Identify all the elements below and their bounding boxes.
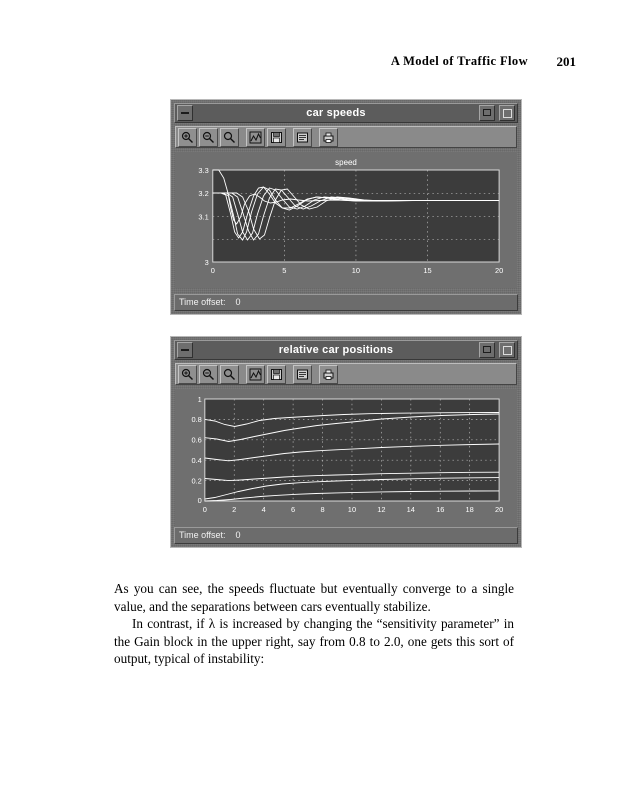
paragraph-2: In contrast, if λ is increased by changing the “sensitivity parameter” in the Gain block in the upper right, say from 0.8 to 2.0, one gets this sort of output, typical of instability: [114,616,514,666]
minimize-button[interactable] [177,342,193,358]
x-tick-label: 10 [347,504,357,515]
y-tick-label: 3.2 [198,188,209,199]
y-tick-label: 0.4 [191,455,202,466]
maximize-button[interactable] [499,105,515,121]
maximize-button[interactable] [499,342,515,358]
x-tick-label: 5 [282,265,287,276]
plot-svg-car-speeds [175,152,517,288]
time-offset-label: Time offset: [179,297,226,307]
print-icon[interactable] [319,365,338,384]
zoom-in-icon[interactable] [178,365,197,384]
statusbar-relative-car-positions [174,527,518,544]
figure-window-relative-car-positions [170,336,522,548]
plot-svg-relative-car-positions [175,389,517,529]
zoom-in-icon[interactable] [178,128,197,147]
y-tick-label: 0.2 [191,476,202,486]
print-icon[interactable] [319,128,338,147]
x-tick-label: 15 [423,265,432,276]
restore-axes-icon[interactable] [293,128,312,147]
toolbar-car-speeds[interactable] [175,126,517,148]
y-tick-label: 0.8 [191,414,202,425]
autoscale-icon[interactable] [246,128,265,147]
y-tick-label: 0.6 [191,435,202,445]
x-tick-label: 10 [351,265,361,276]
restore-button[interactable] [479,105,495,121]
running-head: A Model of Traffic Flow [390,54,528,68]
paragraph-1: As you can see, the speeds fluctuate but eventually converge to a single value, and the separations between cars eventually stabilize. [114,581,514,614]
chart-title: speed [335,157,357,168]
y-tick-label: 3.1 [198,212,209,222]
titlebar-relative-car-positions[interactable] [174,340,518,360]
plot-car-speeds[interactable] [175,152,517,288]
time-offset-label: Time offset: [179,530,226,540]
x-tick-label: 18 [465,504,474,515]
save-axes-icon[interactable] [267,365,286,384]
zoom-fit-icon[interactable] [220,365,239,384]
zoom-out-icon[interactable] [199,128,218,147]
page-header [0,54,624,74]
x-tick-label: 6 [291,504,296,515]
restore-axes-icon[interactable] [293,365,312,384]
autoscale-icon[interactable] [246,365,265,384]
plot-relative-car-positions[interactable] [175,389,517,529]
minimize-button[interactable] [177,105,193,121]
y-tick-label: 1 [197,394,202,405]
y-tick-label: 3.3 [198,165,209,176]
x-tick-label: 12 [377,504,386,515]
statusbar-car-speeds [174,294,518,311]
save-axes-icon[interactable] [267,128,286,147]
titlebar-car-speeds[interactable] [174,103,518,123]
window-title: car speeds [306,107,366,119]
time-offset-value: 0 [235,297,241,307]
x-tick-label: 4 [261,504,266,515]
figure-window-car-speeds [170,99,522,315]
y-tick-label: 3 [204,257,209,268]
time-offset-value: 0 [235,530,241,540]
page-number: 201 [556,54,576,69]
window-title: relative car positions [278,344,394,356]
x-tick-label: 0 [210,265,215,276]
x-tick-label: 14 [406,504,415,515]
x-tick-label: 8 [320,504,325,515]
x-tick-label: 20 [494,504,504,515]
restore-button[interactable] [479,342,495,358]
y-tick-label: 0 [197,495,202,506]
x-tick-label: 2 [232,504,237,515]
x-tick-label: 16 [436,504,445,515]
x-tick-label: 20 [494,265,504,276]
zoom-fit-icon[interactable] [220,128,239,147]
toolbar-relative-car-positions[interactable] [175,363,517,385]
x-tick-label: 0 [202,504,207,515]
zoom-out-icon[interactable] [199,365,218,384]
